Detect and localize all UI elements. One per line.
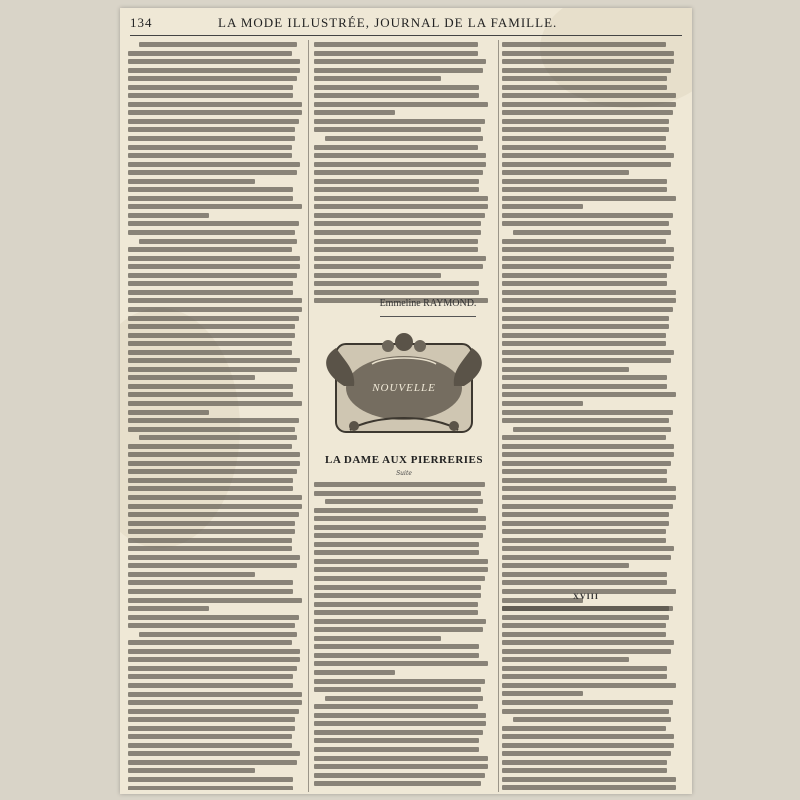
text-line [314, 687, 481, 692]
text-line [314, 51, 478, 56]
text-line [314, 679, 485, 684]
text-line [128, 298, 302, 303]
text-line [502, 187, 667, 192]
text-line [314, 170, 483, 175]
text-line [502, 555, 671, 560]
text-line [128, 187, 293, 192]
text-line [502, 76, 667, 81]
text-line [314, 491, 481, 496]
text-line [502, 666, 667, 671]
text-line [128, 786, 293, 790]
text-line [502, 495, 676, 500]
text-line [314, 636, 441, 641]
text-line [502, 59, 674, 64]
text-line [314, 196, 488, 201]
text-line [128, 102, 302, 107]
text-line [502, 674, 667, 679]
text-line [314, 567, 488, 572]
text-line [502, 572, 667, 577]
text-line [128, 589, 293, 594]
text-line [128, 700, 302, 705]
nouvelle-vignette [314, 330, 494, 446]
text-line [314, 747, 479, 752]
text-line [128, 367, 297, 372]
text-line [128, 623, 295, 628]
column-divider [498, 40, 499, 792]
text-line [314, 273, 441, 278]
text-line [502, 777, 676, 782]
text-line [314, 542, 479, 547]
column-right [502, 42, 682, 790]
text-line [128, 495, 302, 500]
text-line [502, 350, 674, 355]
text-line [314, 738, 479, 743]
text-line [128, 427, 295, 432]
text-line [128, 504, 302, 509]
text-line [314, 533, 483, 538]
text-line [128, 572, 255, 577]
text-line [128, 452, 300, 457]
text-line [128, 683, 293, 688]
text-line [502, 418, 669, 423]
text-line [502, 324, 669, 329]
text-line [502, 307, 673, 312]
text-line [128, 461, 300, 466]
text-line [314, 162, 486, 167]
text-line [314, 559, 488, 564]
section-rule [380, 316, 476, 317]
text-line [314, 721, 486, 726]
text-line [502, 529, 666, 534]
text-line [314, 704, 478, 709]
text-line [128, 563, 297, 568]
text-line [314, 653, 479, 658]
text-block [314, 482, 490, 790]
text-line [128, 247, 292, 252]
text-line [128, 350, 292, 355]
text-line [502, 290, 676, 295]
text-line [502, 333, 666, 338]
text-line [128, 213, 209, 218]
text-line [314, 213, 485, 218]
text-line [314, 756, 488, 761]
text-line [502, 392, 676, 397]
text-line [502, 504, 673, 509]
text-line [128, 760, 297, 765]
newspaper-page [120, 8, 692, 794]
text-line [128, 341, 292, 346]
text-line [502, 606, 669, 611]
text-line [128, 469, 297, 474]
text-line [502, 512, 669, 517]
story-subtitle: Suite [396, 470, 412, 477]
text-line [502, 273, 667, 278]
text-line [502, 316, 669, 321]
text-line [502, 486, 676, 491]
text-line [502, 264, 671, 269]
text-line [502, 435, 666, 440]
text-line [128, 68, 300, 73]
text-line [314, 593, 481, 598]
text-line [502, 709, 669, 714]
text-line [502, 221, 669, 226]
text-line [314, 764, 488, 769]
text-line [502, 546, 674, 551]
text-line [314, 145, 478, 150]
text-line [314, 127, 481, 132]
text-line [128, 410, 209, 415]
text-line [128, 136, 295, 141]
text-line [513, 717, 671, 722]
text-line [314, 585, 481, 590]
text-line [314, 230, 481, 235]
text-line [314, 119, 485, 124]
text-line [325, 696, 483, 701]
text-line [502, 632, 666, 637]
journal-title: LA MODE ILLUSTRÉE, JOURNAL DE LA FAMILLE. [218, 15, 558, 30]
text-line [128, 640, 292, 645]
running-head [130, 15, 682, 35]
text-line [502, 785, 676, 790]
text-line [502, 444, 674, 449]
page-number: 134 [130, 15, 153, 30]
text-line [314, 59, 486, 64]
text-line [502, 469, 667, 474]
text-line [502, 563, 629, 568]
text-line [128, 615, 299, 620]
text-line [502, 204, 583, 209]
text-block [502, 606, 678, 790]
text-line [314, 730, 483, 735]
text-line [128, 324, 295, 329]
text-line [502, 478, 667, 483]
text-line [128, 307, 302, 312]
text-line [502, 367, 629, 372]
text-line [502, 657, 629, 662]
text-line [128, 529, 295, 534]
text-line [502, 538, 666, 543]
text-line [139, 239, 297, 244]
article-signature: Emmeline RAYMOND. [379, 298, 477, 309]
column-divider [308, 40, 309, 792]
text-line [502, 734, 674, 739]
text-line [314, 153, 486, 158]
text-line [128, 692, 302, 697]
text-line [502, 768, 667, 773]
text-line [314, 508, 478, 513]
text-line [314, 110, 395, 115]
text-block [314, 42, 490, 307]
text-line [128, 153, 292, 158]
text-line [314, 93, 479, 98]
text-line [502, 700, 673, 705]
text-line [513, 230, 671, 235]
text-line [325, 499, 483, 504]
text-line [128, 392, 293, 397]
text-line [128, 555, 300, 560]
text-line [314, 256, 486, 261]
text-line [314, 221, 481, 226]
text-line [314, 290, 479, 295]
text-line [502, 580, 667, 585]
text-line [139, 632, 297, 637]
text-line [502, 281, 667, 286]
text-line [502, 683, 676, 688]
text-line [314, 516, 486, 521]
text-line [128, 145, 292, 150]
text-line [314, 610, 478, 615]
text-line [128, 709, 299, 714]
text-line [314, 627, 483, 632]
text-line [128, 273, 297, 278]
text-line [314, 264, 483, 269]
text-line [502, 247, 674, 252]
text-line [502, 461, 671, 466]
text-line [128, 726, 295, 731]
text-line [502, 521, 669, 526]
text-line [128, 51, 292, 56]
text-line [128, 384, 293, 389]
text-line [128, 127, 295, 132]
text-line [314, 179, 479, 184]
text-line [128, 546, 292, 551]
text-line [128, 170, 297, 175]
text-line [128, 751, 300, 756]
text-line [128, 76, 297, 81]
text-line [502, 640, 674, 645]
text-line [128, 204, 302, 209]
text-line [128, 418, 299, 423]
text-line [502, 375, 667, 380]
chapter-heading: XVIII [573, 592, 599, 601]
text-line [502, 196, 676, 201]
text-line [502, 145, 666, 150]
text-line [314, 76, 441, 81]
text-line [128, 512, 299, 517]
text-line [314, 102, 488, 107]
text-line [502, 401, 583, 406]
text-line [502, 384, 667, 389]
text-line [314, 713, 486, 718]
text-line [128, 521, 295, 526]
text-line [502, 68, 671, 73]
text-line [128, 162, 300, 167]
text-line [314, 602, 478, 607]
text-line [128, 110, 302, 115]
text-line [128, 119, 299, 124]
text-line [314, 576, 485, 581]
text-line [128, 486, 293, 491]
text-line [139, 435, 297, 440]
text-line [502, 153, 674, 158]
text-line [128, 674, 293, 679]
text-line [128, 230, 295, 235]
text-line [128, 358, 300, 363]
text-line [314, 247, 478, 252]
text-line [128, 657, 300, 662]
text-line [502, 341, 666, 346]
text-line [139, 42, 297, 47]
text-line [502, 726, 666, 731]
text-line [314, 204, 488, 209]
text-line [314, 525, 486, 530]
text-line [502, 615, 669, 620]
text-line [502, 691, 583, 696]
text-line [314, 619, 486, 624]
text-line [128, 333, 295, 338]
text-line [502, 358, 671, 363]
text-line [502, 743, 674, 748]
text-line [502, 93, 676, 98]
text-line [314, 644, 479, 649]
text-line [513, 427, 671, 432]
text-line [314, 781, 481, 786]
story-title: LA DAME AUX PIERRERIES [325, 454, 483, 466]
text-line [128, 538, 292, 543]
text-line [128, 580, 293, 585]
header-rule [130, 35, 682, 36]
text-line [128, 281, 293, 286]
text-line [325, 136, 483, 141]
text-line [314, 187, 479, 192]
text-line [314, 85, 479, 90]
text-line [314, 661, 488, 666]
text-line [128, 179, 255, 184]
text-line [128, 734, 292, 739]
text-line [502, 136, 666, 141]
text-line [128, 777, 293, 782]
text-line [128, 743, 292, 748]
text-line [502, 85, 667, 90]
text-line [128, 768, 255, 773]
text-line [314, 773, 485, 778]
column-left [128, 42, 304, 790]
text-line [128, 85, 293, 90]
vignette-label: NOUVELLE [372, 382, 436, 394]
text-line [502, 179, 667, 184]
text-line [502, 162, 671, 167]
text-line [128, 221, 299, 226]
text-line [502, 298, 676, 303]
text-line [502, 751, 671, 756]
text-line [502, 42, 666, 47]
text-line [502, 452, 674, 457]
text-line [128, 290, 293, 295]
text-line [128, 598, 302, 603]
text-line [314, 42, 478, 47]
text-line [502, 127, 669, 132]
text-line [502, 623, 666, 628]
text-line [314, 68, 483, 73]
text-line [502, 102, 676, 107]
text-line [128, 264, 300, 269]
text-line [128, 717, 295, 722]
text-line [314, 670, 395, 675]
text-line [128, 196, 293, 201]
text-line [502, 649, 671, 654]
text-block [128, 42, 304, 790]
text-line [128, 649, 300, 654]
text-line [128, 93, 293, 98]
text-line [314, 482, 485, 487]
text-line [128, 666, 297, 671]
text-line [128, 256, 300, 261]
text-line [128, 444, 292, 449]
text-line [502, 51, 674, 56]
text-line [128, 478, 293, 483]
text-line [502, 239, 666, 244]
text-line [128, 375, 255, 380]
text-line [502, 213, 673, 218]
text-line [314, 281, 479, 286]
text-line [502, 170, 629, 175]
text-line [128, 316, 299, 321]
text-line [502, 760, 667, 765]
text-line [128, 59, 300, 64]
text-line [502, 110, 673, 115]
text-line [502, 119, 669, 124]
text-block [502, 42, 678, 615]
text-line [502, 410, 673, 415]
text-line [128, 401, 302, 406]
text-line [128, 606, 209, 611]
text-line [314, 239, 478, 244]
text-line [502, 256, 674, 261]
text-line [314, 550, 479, 555]
